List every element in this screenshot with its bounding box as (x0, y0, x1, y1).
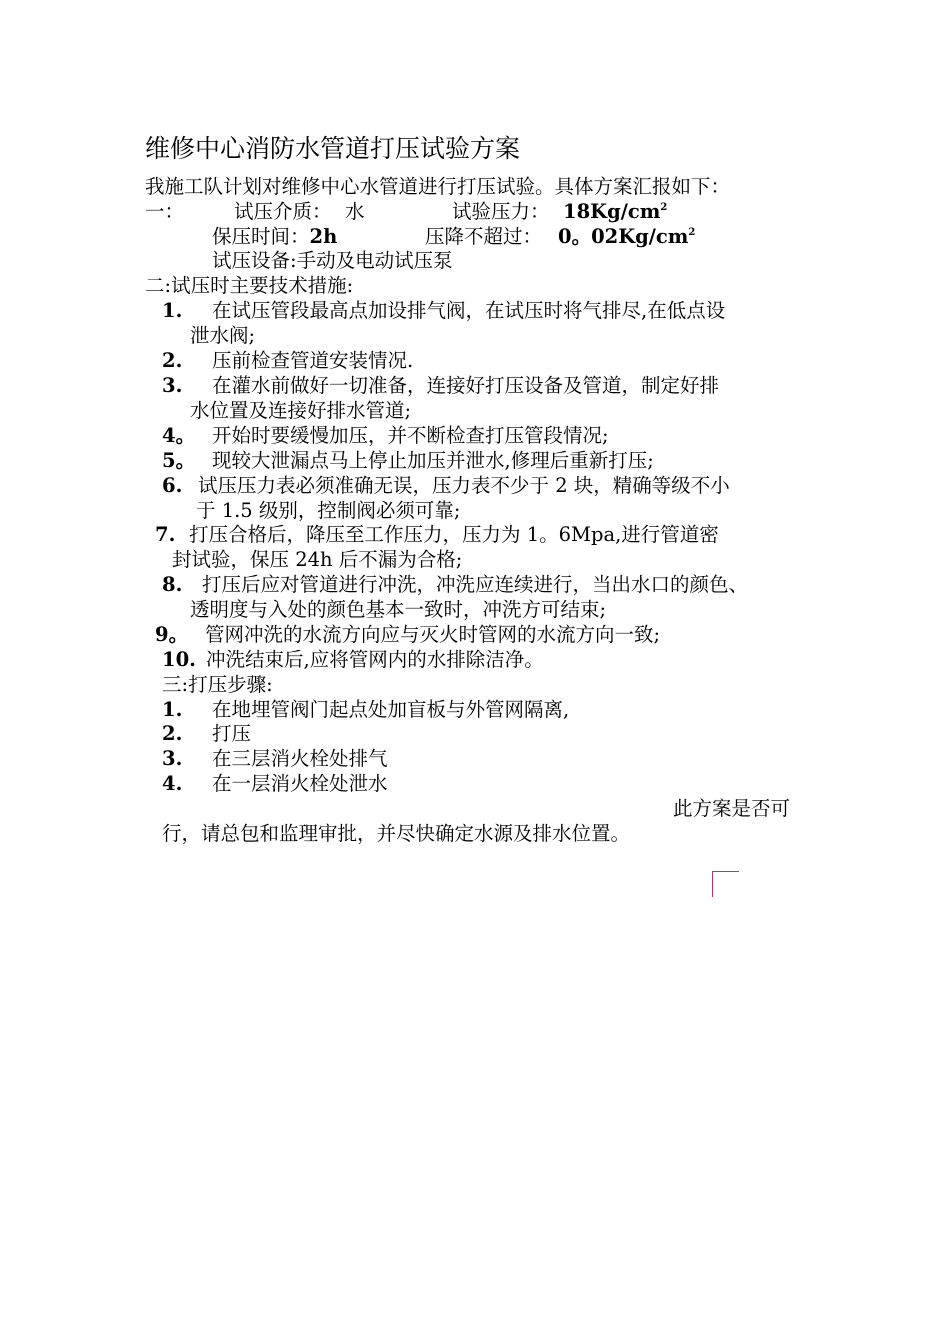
item-number: 5。 (162, 449, 196, 472)
section1-label: 一： (145, 200, 185, 223)
item-text: 开始时要缓慢加压，并不断检查打压管段情况; (212, 424, 609, 447)
measure-item-5 (162, 449, 654, 473)
measure-item-8-cont: 透明度与入处的颜色基本一致时，冲洗方可结束; (190, 598, 607, 621)
measure-item-1-cont: 泄水阀; (190, 324, 256, 347)
measure-item-6 (162, 474, 730, 498)
hold-value: 2h (309, 225, 338, 248)
pressure-value: $18Kg/cm^2$ (563, 200, 668, 223)
medium-label: 试压介质： (234, 200, 332, 223)
step-number: 2. (162, 722, 183, 745)
section3-heading: 三:打压步骤: (162, 673, 273, 696)
item-text: 试压压力表必须准确无误，压力表不少于 2 块，精确等级不小 (198, 474, 730, 497)
hold-label: 保压时间： (212, 225, 310, 248)
item-text: 管网冲洗的水流方向应与灭火时管网的水流方向一致; (205, 623, 661, 646)
measure-item-2 (162, 349, 414, 373)
item-text: 冲洗结束后,应将管网内的水排除洁净。 (206, 648, 544, 671)
closing-line-2: 行，请总包和监理审批，并尽快确定水源及排水位置。 (162, 822, 631, 845)
step-item-4 (162, 772, 388, 796)
pressure-label: 试验压力： (452, 200, 550, 223)
item-text: 在试压管段最高点加设排气阀，在试压时将气排尽,在低点设 (212, 299, 726, 322)
section2-heading: 二:试压时主要技术措施: (145, 274, 354, 297)
drop-label: 压降不超过： (425, 225, 543, 248)
step-text: 在三层消火栓处排气 (212, 747, 388, 770)
step-number: 4. (162, 772, 183, 795)
item-text: 在灌水前做好一切准备，连接好打压设备及管道，制定好排 (212, 374, 720, 397)
measure-item-10 (162, 648, 544, 672)
intro-text: 我施工队计划对维修中心水管道进行打压试验。具体方案汇报如下： (145, 175, 731, 198)
item-number: 9。 (155, 623, 189, 646)
item-number: 10. (162, 648, 196, 671)
item-number: 6. (162, 474, 183, 497)
step-item-1 (162, 698, 570, 722)
section1-row-medium (145, 200, 668, 224)
page-title: 维修中心消防水管道打压试验方案 (145, 134, 521, 163)
measure-item-6-cont: 于 1.5 级别，控制阀必须可靠; (196, 499, 461, 522)
step-item-3 (162, 747, 388, 771)
measure-item-3 (162, 374, 720, 398)
step-text: 在地埋管阀门起点处加盲板与外管网隔离, (212, 698, 570, 721)
item-text: 打压后应对管道进行冲洗，冲洗应连续进行，当出水口的颜色、 (202, 573, 749, 596)
step-number: 3. (162, 747, 183, 770)
measure-item-4 (162, 424, 609, 448)
measure-item-9 (155, 623, 661, 647)
measure-item-7 (155, 523, 719, 547)
measure-item-1 (162, 299, 726, 323)
section1-row-hold (212, 225, 696, 249)
item-text: 压前检查管道安装情况. (212, 349, 414, 372)
section1-row-equipment (212, 249, 453, 273)
step-text: 打压 (212, 722, 252, 745)
page-corner-mark (712, 871, 739, 897)
medium-value: 水 (345, 200, 365, 223)
item-number: 7. (155, 523, 176, 546)
equipment-value: 手动及电动试压泵 (296, 249, 453, 272)
item-number: 3. (162, 374, 183, 397)
item-number: 8. (162, 573, 183, 596)
step-item-2 (162, 722, 252, 746)
item-number: 2. (162, 349, 183, 372)
item-text: 打压合格后，降压至工作压力，压力为 1。6Mpa,进行管道密 (189, 523, 719, 546)
equipment-label: 试压设备: (212, 249, 297, 272)
measure-item-8 (162, 573, 749, 597)
item-text: 现较大泄漏点马上停止加压并泄水,修理后重新打压; (212, 449, 654, 472)
closing-line-1: 此方案是否可 (673, 797, 791, 820)
measure-item-7-cont: 封试验，保压 24h 后不漏为合格; (172, 548, 463, 571)
drop-value: 0。$02Kg/cm^2$ (558, 225, 696, 248)
item-number: 1. (162, 299, 183, 322)
measure-item-3-cont: 水位置及连接好排水管道; (190, 399, 412, 422)
step-number: 1. (162, 698, 183, 721)
item-number: 4。 (162, 424, 196, 447)
step-text: 在一层消火栓处泄水 (212, 772, 388, 795)
